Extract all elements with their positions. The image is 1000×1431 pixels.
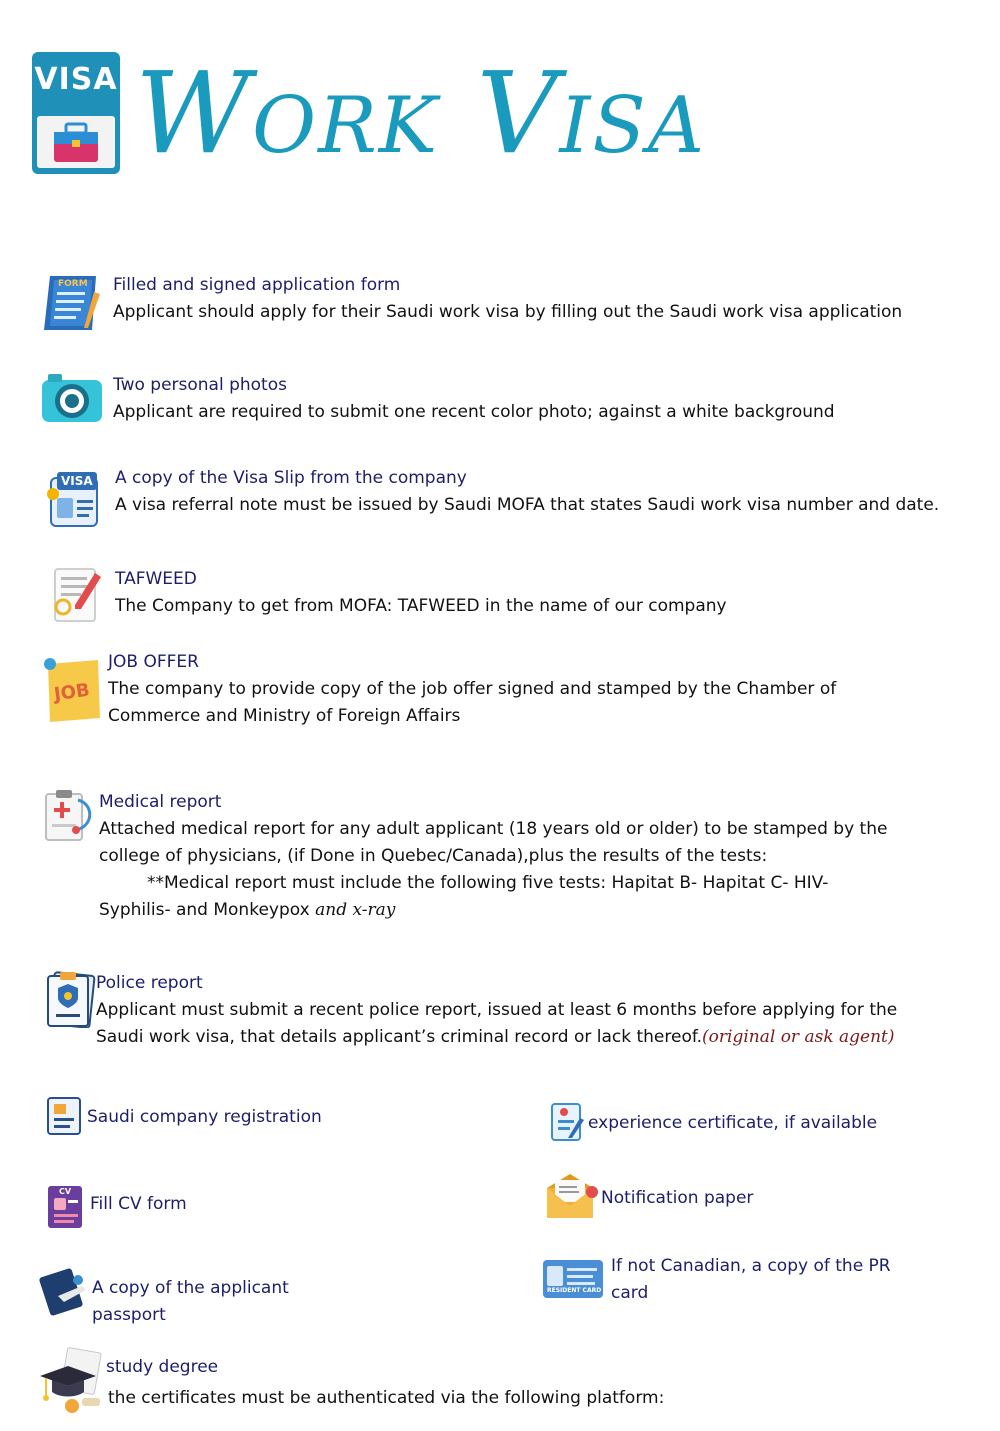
experience-certificate-icon [550, 1102, 586, 1142]
cv-form-icon-label: CV [59, 1187, 72, 1196]
photos-heading: Two personal photos [113, 375, 287, 395]
police-body-text: Applicant must submit a recent police report, issued at least 6 months before applying for the Saudi work visa, that details applicant’s criminal record or lack thereof. [96, 1000, 898, 1047]
tafweed-body: The Company to get from MOFA: TAFWEED in the name of our company [115, 596, 727, 616]
notification-text: Notification paper [601, 1188, 754, 1208]
resident-card-icon-label: RESIDENT CARD [547, 1287, 602, 1294]
company-registration-icon [46, 1096, 82, 1136]
medical-note-continued: Syphilis- and Monkeypox and x-ray [99, 900, 396, 920]
job-offer-heading: JOB OFFER [108, 652, 199, 672]
form-heading: Filled and signed application form [113, 275, 401, 295]
medical-heading: Medical report [99, 792, 222, 812]
job-offer-body: The company to provide copy of the job offer signed and stamped by the Chamber of Commerce and Ministry of Foreign Affairs [108, 679, 837, 726]
job-note-icon [42, 656, 102, 726]
passport-text: A copy of the applicant passport [92, 1278, 289, 1325]
police-ask-agent-note: (original or ask agent) [702, 1027, 895, 1047]
passport-icon [38, 1266, 92, 1316]
pr-card-text: If not Canadian, a copy of the PR card [611, 1256, 891, 1303]
visa-badge-text: VISA [34, 62, 118, 97]
study-degree-heading: study degree [106, 1357, 219, 1377]
medical-clipboard-icon [42, 790, 98, 842]
visa-logo [32, 52, 120, 174]
medical-note-tail: and x-ray [315, 900, 396, 920]
company-registration-text: Saudi company registration [87, 1107, 322, 1127]
visa-slip-icon [47, 470, 101, 528]
cv-form-text: Fill CV form [90, 1194, 187, 1214]
study-degree-body: the certificates must be authenticated via the following platform: [108, 1388, 665, 1408]
experience-certificate-text: experience certificate, if available [588, 1113, 878, 1133]
medical-body [99, 816, 939, 924]
document-pen-icon [47, 565, 107, 625]
photos-body: Applicant are required to submit one recent color photo; against a white background [113, 402, 835, 422]
medical-note: **Medical report must include the following five tests: Hapitat B- Hapitat C- HIV- [147, 873, 829, 893]
visa-slip-icon-label: VISA [61, 474, 93, 488]
form-icon [40, 272, 104, 334]
police-report-icon [44, 970, 96, 1028]
medical-body-text: Attached medical report for any adult applicant (18 years old or older) to be stamped by the college of physicians, (if Done in Quebec/Canada),plus the results of the tests: [99, 819, 888, 866]
visa-slip-body: A visa referral note must be issued by Saudi MOFA that states Saudi work visa number and date. [115, 495, 940, 515]
visa-slip-heading: A copy of the Visa Slip from the company [115, 468, 467, 488]
camera-icon [40, 372, 104, 424]
form-body: Applicant should apply for their Saudi work visa by filling out the Saudi work visa application [113, 302, 903, 322]
cv-form-icon [46, 1184, 84, 1230]
graduation-cap-icon [38, 1346, 104, 1416]
resident-card-icon [541, 1258, 605, 1300]
page-title: Work Visa [135, 49, 707, 179]
police-heading: Police report [96, 973, 203, 993]
notification-envelope-icon [545, 1172, 599, 1220]
form-icon-label: FORM [58, 279, 88, 289]
police-body [96, 997, 946, 1051]
job-note-icon-label: JOB [52, 679, 92, 706]
tafweed-heading: TAFWEED [115, 569, 197, 589]
